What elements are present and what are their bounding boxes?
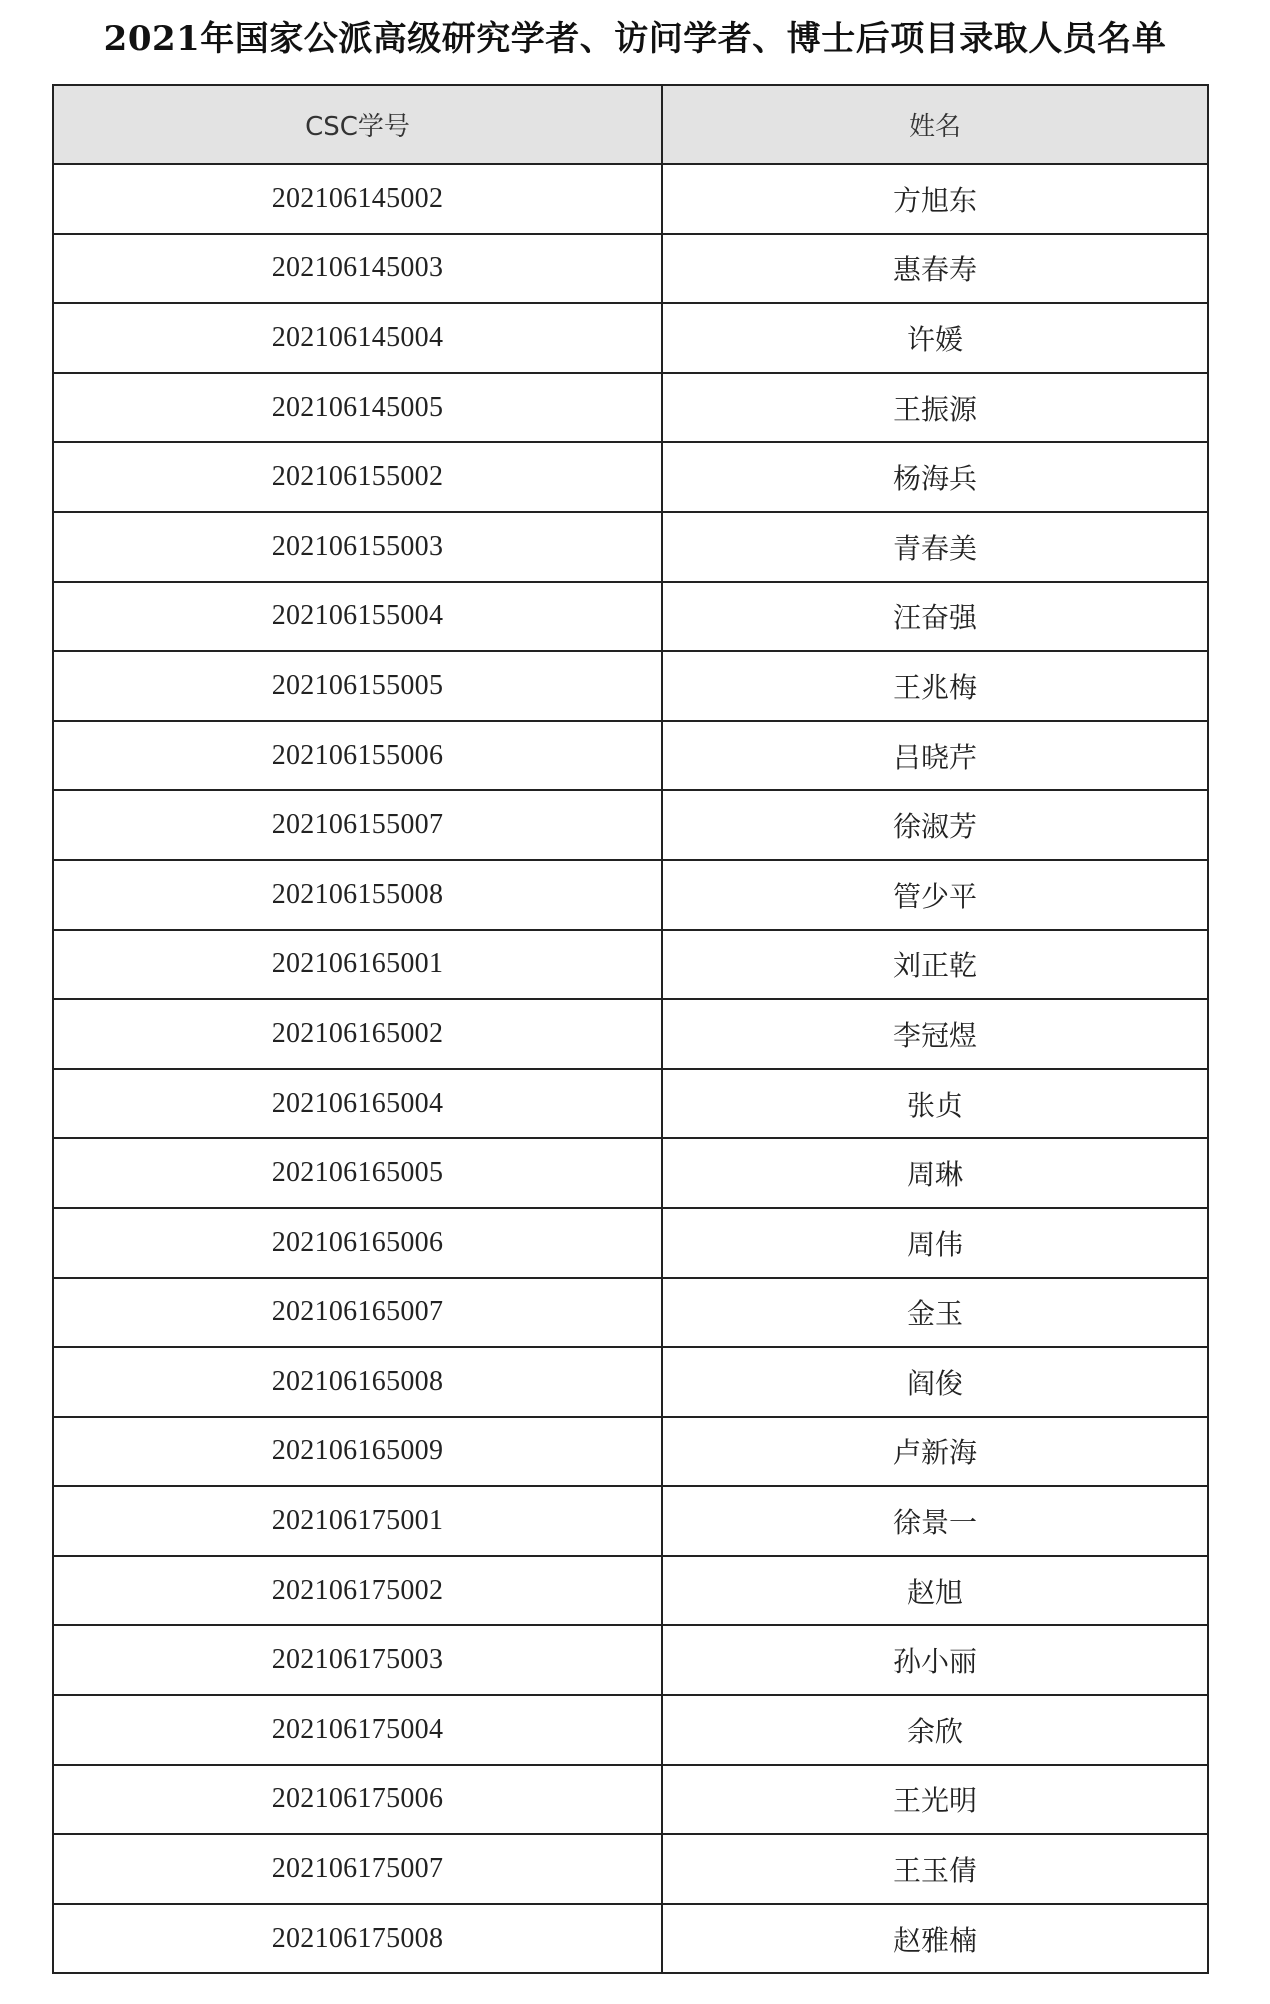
table-row [53,234,1208,304]
name-cell: 周琳 [662,1138,1208,1208]
name-cell: 汪奋强 [662,582,1208,652]
csc-id-cell: 202106145002 [53,164,662,234]
column-header-name: 姓名 [662,85,1208,164]
csc-id-cell: 202106155004 [53,582,662,652]
name-cell: 赵旭 [662,1556,1208,1626]
csc-id-cell: 202106155007 [53,790,662,860]
csc-id-cell: 202106175003 [53,1625,662,1695]
name-cell: 管少平 [662,860,1208,930]
csc-id-cell: 202106145004 [53,303,662,373]
name-cell: 徐淑芳 [662,790,1208,860]
table-row [53,1556,1208,1626]
table-row [53,999,1208,1069]
table-row [53,373,1208,443]
name-cell: 周伟 [662,1208,1208,1278]
name-cell: 王振源 [662,373,1208,443]
table-row [53,860,1208,930]
table-row [53,512,1208,582]
name-cell: 孙小丽 [662,1625,1208,1695]
csc-id-cell: 202106175002 [53,1556,662,1626]
csc-id-cell: 202106165009 [53,1417,662,1487]
name-cell: 王光明 [662,1765,1208,1835]
name-cell: 刘正乾 [662,930,1208,1000]
csc-id-cell: 202106175001 [53,1486,662,1556]
csc-id-cell: 202106155005 [53,651,662,721]
table-row [53,930,1208,1000]
csc-id-cell: 202106155002 [53,442,662,512]
name-cell: 吕晓芹 [662,721,1208,791]
name-cell: 李冠煜 [662,999,1208,1069]
table-row [53,721,1208,791]
table-row [53,1347,1208,1417]
table-row [53,442,1208,512]
table-header [53,85,1208,164]
table-row [53,1695,1208,1765]
table-body [53,164,1208,1973]
name-cell: 惠春寿 [662,234,1208,304]
name-cell: 徐景一 [662,1486,1208,1556]
name-cell: 金玉 [662,1278,1208,1348]
name-cell: 王玉倩 [662,1834,1208,1904]
table-row [53,651,1208,721]
csc-id-cell: 202106165002 [53,999,662,1069]
name-cell: 卢新海 [662,1417,1208,1487]
csc-id-cell: 202106175008 [53,1904,662,1974]
table-row [53,1208,1208,1278]
name-cell: 青春美 [662,512,1208,582]
admission-list-table [52,84,1209,1974]
name-cell: 方旭东 [662,164,1208,234]
table-row [53,582,1208,652]
name-cell: 赵雅楠 [662,1904,1208,1974]
table-header-row [53,85,1208,164]
name-cell: 杨海兵 [662,442,1208,512]
table-row [53,1625,1208,1695]
table-row [53,1904,1208,1974]
csc-id-cell: 202106145003 [53,234,662,304]
table-row [53,790,1208,860]
table-row [53,1138,1208,1208]
table-row [53,1486,1208,1556]
csc-id-cell: 202106165007 [53,1278,662,1348]
csc-id-cell: 202106165004 [53,1069,662,1139]
csc-id-cell: 202106145005 [53,373,662,443]
csc-id-cell: 202106175007 [53,1834,662,1904]
name-cell: 张贞 [662,1069,1208,1139]
table-row [53,1834,1208,1904]
page-title: 2021年国家公派高级研究学者、访问学者、博士后项目录取人员名单 [103,19,1167,59]
csc-id-cell: 202106165005 [53,1138,662,1208]
name-cell: 阎俊 [662,1347,1208,1417]
table-row [53,1417,1208,1487]
name-cell: 余欣 [662,1695,1208,1765]
csc-id-cell: 202106165001 [53,930,662,1000]
table-row [53,1765,1208,1835]
csc-id-cell: 202106155008 [53,860,662,930]
name-cell: 许媛 [662,303,1208,373]
csc-id-cell: 202106165006 [53,1208,662,1278]
csc-id-cell: 202106155003 [53,512,662,582]
name-cell: 王兆梅 [662,651,1208,721]
csc-id-cell: 202106175004 [53,1695,662,1765]
table-row [53,1069,1208,1139]
csc-id-cell: 202106155006 [53,721,662,791]
csc-id-cell: 202106165008 [53,1347,662,1417]
table-row [53,1278,1208,1348]
csc-id-cell: 202106175006 [53,1765,662,1835]
column-header-csc-id: CSC学号 [53,85,662,164]
table-row [53,164,1208,234]
table-row [53,303,1208,373]
